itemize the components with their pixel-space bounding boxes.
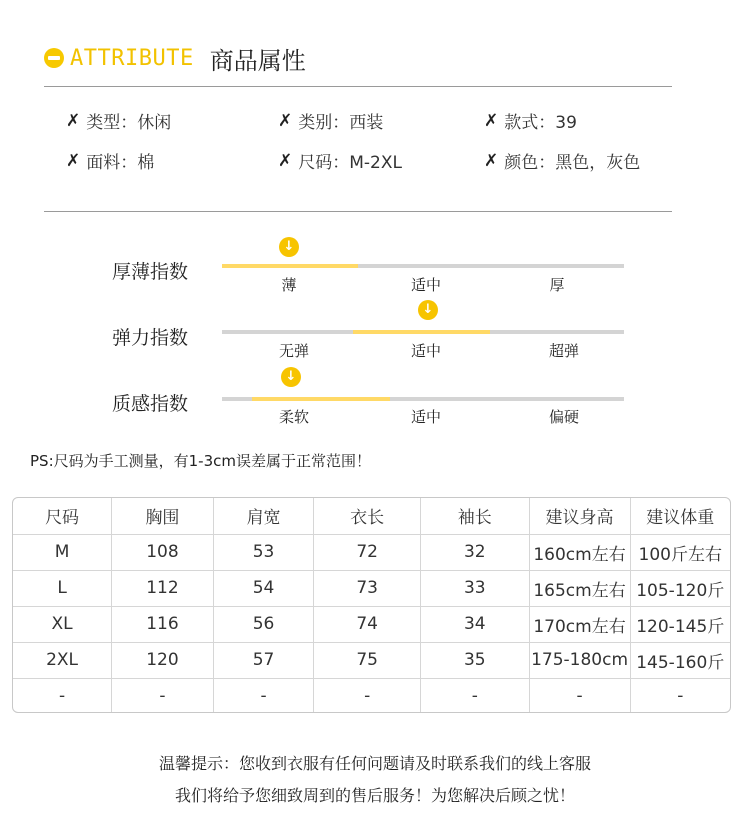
table-cell: 100斤左右	[630, 534, 730, 570]
scale-label-elasticity: 弹力指数	[112, 327, 189, 349]
footer-line-1: 温馨提示：您收到衣服有任何问题请及时联系我们的线上客服	[158, 754, 591, 773]
ps-note: PS:尺码为手工测量，有1-3cm误差属于正常范围！	[30, 452, 371, 470]
table-cell: 32	[420, 534, 529, 570]
table-cell: 165cm左右	[529, 570, 630, 606]
down-arrow-circle-icon: ↓	[418, 300, 438, 320]
table-cell: 73	[314, 570, 421, 606]
table-header-row	[13, 498, 730, 534]
attribute-label: 颜色：黑色，灰色	[504, 153, 641, 173]
scale-tick: 厚	[549, 276, 565, 294]
table-row	[13, 534, 730, 570]
scale-fill-texture	[252, 397, 390, 401]
table-cell: -	[213, 678, 314, 713]
scale-fill-elasticity	[353, 330, 490, 334]
scale-tick: 适中	[410, 276, 441, 294]
scale-tick: 适中	[410, 408, 441, 426]
table-cell: 56	[213, 606, 314, 642]
table-cell: L	[13, 570, 112, 606]
scale-label-texture: 质感指数	[112, 393, 189, 415]
table-cell: 116	[112, 606, 214, 642]
minus-circle-icon	[44, 48, 64, 68]
table-cell: 33	[420, 570, 529, 606]
table-cell: 160cm左右	[529, 534, 630, 570]
table-row	[13, 606, 730, 642]
attribute-item-type	[66, 108, 171, 133]
table-header-cell: 衣长	[314, 498, 421, 534]
attribute-item-category	[278, 108, 383, 133]
table-cell: 2XL	[13, 642, 112, 678]
x-bow-icon: ✗	[278, 110, 293, 131]
table-row	[13, 570, 730, 606]
scale-track-thickness	[222, 264, 624, 268]
table-cell: -	[420, 678, 529, 713]
header-title-en: ATTRIBUTE	[70, 45, 194, 71]
table-cell: 57	[213, 642, 314, 678]
scale-tick: 薄	[281, 276, 297, 294]
table-cell: -	[677, 686, 684, 707]
table-row	[13, 642, 730, 678]
down-arrow-circle-icon: ↓	[281, 367, 301, 387]
table-cell: 53	[213, 534, 314, 570]
table-cell: M	[13, 534, 112, 570]
scale-tick: 无弹	[278, 342, 309, 360]
divider-middle	[44, 211, 672, 212]
table-cell: 120	[112, 642, 214, 678]
x-bow-icon: ✗	[484, 150, 499, 171]
table-cell: 34	[420, 606, 529, 642]
attribute-label: 类别：西装	[298, 113, 384, 133]
x-bow-icon: ✗	[278, 150, 293, 171]
table-header-cell: 胸围	[112, 498, 214, 534]
table-cell: -	[112, 678, 214, 713]
table-cell: 75	[314, 642, 421, 678]
attribute-item-fabric	[66, 148, 154, 173]
table-cell: -	[13, 678, 112, 713]
table-cell: 120-145斤	[630, 606, 730, 642]
down-arrow-circle-icon: ↓	[279, 237, 299, 257]
scale-tick: 适中	[410, 342, 441, 360]
table-cell: 54	[213, 570, 314, 606]
table-cell: 145-160斤	[630, 642, 730, 678]
scale-tick: 超弹	[548, 342, 579, 360]
table-cell: 112	[112, 570, 214, 606]
table-cell: 72	[314, 534, 421, 570]
scale-track-texture	[222, 397, 624, 401]
table-cell: 108	[112, 534, 214, 570]
attribute-header	[44, 38, 306, 78]
table-header-cell: 建议身高	[529, 498, 630, 534]
size-table	[12, 497, 731, 713]
attribute-label: 类型：休闲	[86, 113, 172, 133]
scale-label-thickness: 厚薄指数	[112, 261, 189, 283]
attribute-label: 面料：棉	[86, 153, 155, 173]
table-row	[13, 678, 730, 713]
attribute-item-color	[484, 148, 640, 173]
scale-fill-thickness	[222, 264, 358, 268]
table-cell: 170cm左右	[529, 606, 630, 642]
table-cell: -	[314, 678, 421, 713]
attribute-item-size	[278, 148, 402, 173]
x-bow-icon: ✗	[66, 150, 81, 171]
attribute-label: 款式：39	[504, 113, 577, 133]
attribute-label: 尺码：M-2XL	[298, 153, 402, 173]
table-header-cell: 袖长	[420, 498, 529, 534]
scale-tick: 柔软	[278, 408, 309, 426]
footer-line-2: 我们将给予您细致周到的售后服务！为您解决后顾之忧！	[174, 786, 575, 805]
scale-tick: 偏硬	[548, 408, 579, 426]
table-header-cell: 尺码	[13, 498, 112, 534]
table-header-cell: 建议体重	[630, 498, 730, 534]
table-cell: 74	[314, 606, 421, 642]
table-cell: 35	[420, 642, 529, 678]
table-cell: -	[529, 678, 630, 713]
scale-track-elasticity	[222, 330, 624, 334]
attribute-item-style	[484, 108, 577, 133]
table-cell: XL	[13, 606, 112, 642]
table-cell: 175-180cm	[529, 642, 630, 678]
x-bow-icon: ✗	[66, 110, 81, 131]
header-title-cn: 商品属性	[209, 46, 306, 75]
divider-top	[44, 86, 672, 87]
x-bow-icon: ✗	[484, 110, 499, 131]
table-cell: 105-120斤	[630, 570, 730, 606]
table-header-cell: 肩宽	[213, 498, 314, 534]
